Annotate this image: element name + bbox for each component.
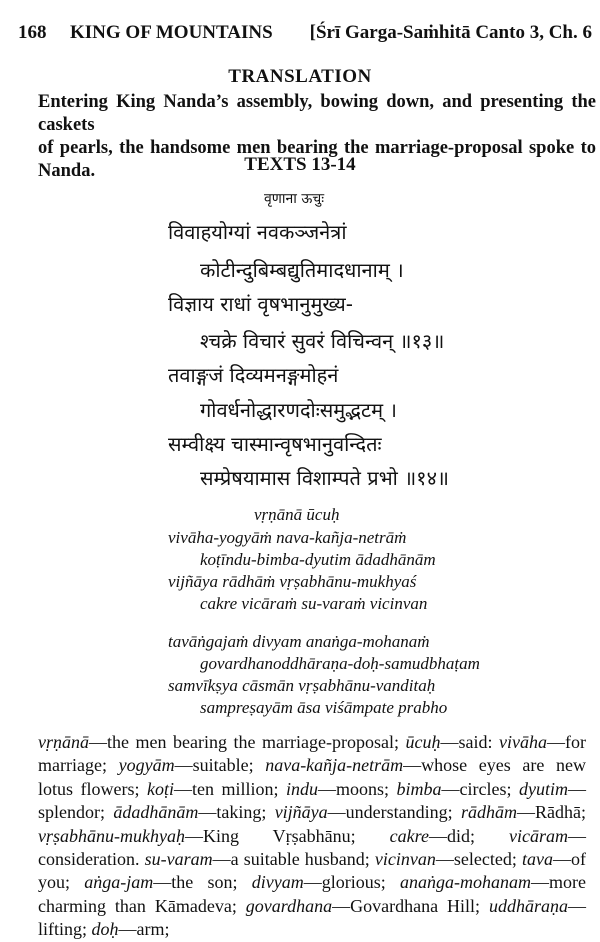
synonym-term: divyam [251, 872, 304, 893]
synonym-term: doḥ [91, 919, 119, 940]
synonym-meaning: —did; [428, 825, 510, 846]
synonym-term: koṭi [147, 778, 174, 799]
synonym-term: ūcuḥ [405, 732, 441, 752]
synonym-term: govardhana [245, 895, 333, 916]
synonym-meaning: —King Vṛṣabhānu; [184, 825, 390, 846]
synonym-term: cakre [389, 825, 429, 846]
synonym-meaning: —ten million; [174, 778, 286, 799]
sanskrit-verse-line: तवाङ्गजं दिव्यमनङ्गमोहनं [168, 363, 339, 387]
sanskrit-verse-line: श्चक्रे विचारं सुवरं विचिन्वन् ॥१३॥ [200, 329, 445, 353]
page-number: 168 [18, 22, 47, 43]
synonym-term: vṛṣabhānu-mukhyaḥ [38, 825, 185, 846]
synonym-meaning: —a suitable husband; [212, 849, 375, 870]
transliteration-speaker: vṛṇānā ūcuḥ [254, 505, 340, 524]
synonym-meaning: —understanding; [327, 802, 461, 823]
synonym-meaning: —said: [440, 732, 500, 752]
synonym-meaning: —Rādhā; [517, 802, 587, 823]
synonym-meaning: —arm; [118, 919, 170, 940]
synonym-term: nava-kañja-netrām [265, 755, 404, 776]
translation-line: Entering King Nanda’s assembly, bowing down, and presenting the caskets [38, 92, 596, 135]
book-title: KING OF MOUNTAINS [70, 22, 273, 43]
synonym-meaning: —for marriage; [38, 732, 587, 776]
synonym-meaning: —of you; [38, 849, 586, 893]
synonym-meaning: —Govardhana Hill; [332, 895, 489, 916]
synonym-meaning: —moons; [318, 778, 397, 799]
synonym-meaning: —glorious; [303, 872, 401, 893]
transliteration-line: vijñāya rādhāṁ vṛṣabhānu-mukhyaś [168, 572, 417, 591]
synonym-term: su-varam [144, 849, 213, 870]
transliteration-line: cakre vicāraṁ su-varaṁ vicinvan [200, 594, 428, 613]
synonym-meaning: —taking; [198, 802, 275, 823]
synonym-term: indu [286, 778, 319, 799]
synonym-term: vṛṇānā [38, 732, 89, 752]
word-for-word-meanings [38, 731, 586, 942]
synonym-meaning: —more charming than Kāmadeva; [38, 872, 586, 916]
synonym-meaning: —selected; [435, 849, 522, 870]
transliteration-line: vivāha-yogyāṁ nava-kañja-netrāṁ [168, 528, 407, 547]
synonym-term: yogyām [118, 755, 175, 776]
transliteration-line: tavāṅgajaṁ divyam anaṅga-mohanaṁ [168, 632, 430, 651]
sanskrit-verse-line: सम्प्रेषयामास विशाम्पते प्रभो ॥१४॥ [200, 466, 449, 490]
synonym-term: bimba [396, 778, 442, 799]
synonym-term: ādadhānām [113, 802, 199, 823]
texts-heading: TEXTS 13-14 [244, 154, 356, 175]
sanskrit-verse-line: गोवर्धनोद्धारणदोःसमुद्भटम् । [200, 398, 398, 422]
sanskrit-verse-line: सम्वीक्ष्य चास्मान्वृषभानुवन्दितः [168, 432, 382, 456]
synonym-meaning: —whose eyes are new lotus flowers; [38, 755, 586, 799]
synonym-meaning: —consideration. [38, 825, 586, 870]
synonym-term: vicinvan [374, 849, 436, 870]
page-header [18, 22, 592, 44]
translation-heading: TRANSLATION [228, 66, 372, 87]
synonym-term: vicāram [509, 825, 568, 846]
synonym-meaning: —the son; [153, 872, 252, 893]
sanskrit-verse-line: विवाहयोग्यां नवकञ्जनेत्रां [168, 220, 347, 244]
synonym-meaning: —splendor; [38, 778, 586, 823]
synonym-term: vivāha [499, 732, 548, 752]
synonym-meaning: —the men bearing the marriage-proposal; [89, 732, 406, 752]
synonym-meaning: —circles; [441, 778, 519, 799]
transliteration-line: samvīkṣya cāsmān vṛṣabhānu-vanditaḥ [168, 676, 436, 695]
synonym-term: vijñāya [274, 802, 328, 823]
sanskrit-verse-line: विज्ञाय राधां वृषभानुमुख्य- [168, 292, 353, 316]
transliteration-line: sampreṣayām āsa viśāmpate prabho [200, 698, 448, 717]
synonym-meaning: —lifting; [38, 895, 586, 940]
synonym-term: anaṅga-mohanam [400, 872, 532, 893]
chapter-reference: [Śrī Garga-Saṁhitā Canto 3, Ch. 6 [309, 22, 592, 43]
transliteration-line: koṭīndu-bimba-dyutim ādadhānām [200, 550, 436, 569]
synonym-term: tava [522, 849, 553, 870]
synonym-term: uddhāraṇa [488, 895, 568, 916]
synonym-term: aṅga-jam [84, 872, 154, 893]
sanskrit-verse-line: कोटीन्दुबिम्बद्युतिमादधानाम् । [200, 258, 404, 282]
synonym-term: rādhām [461, 802, 518, 823]
transliteration-line: govardhanoddhāraṇa-doḥ-samudbhaṭam [200, 654, 480, 673]
synonym-term: dyutim [519, 778, 568, 799]
sanskrit-speaker: वृणाना ऊचुः [264, 191, 325, 207]
synonym-meaning: —suitable; [174, 755, 266, 776]
translation-line: of pearls, the handsome men bearing the marriage-proposal spoke to Nanda. [38, 138, 596, 181]
